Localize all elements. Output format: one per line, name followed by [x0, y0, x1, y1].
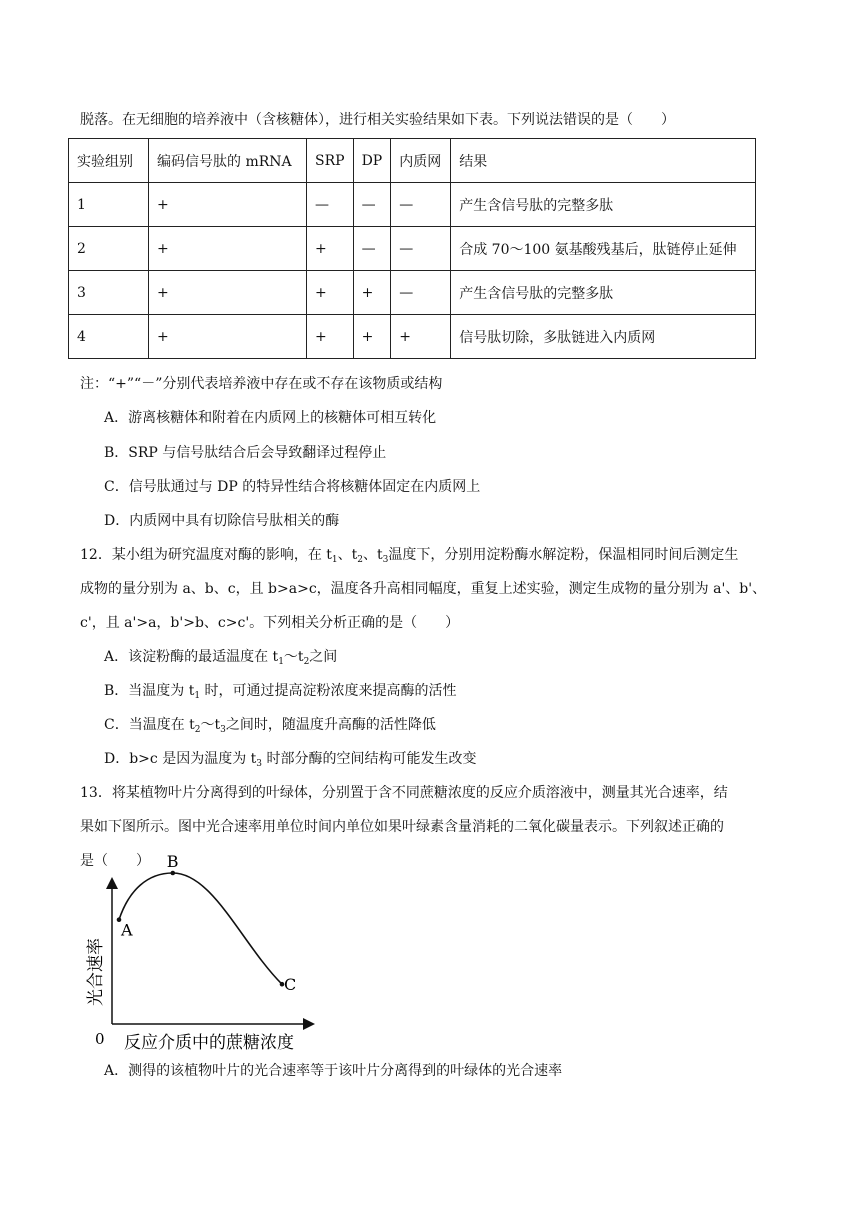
q12-line-3: c'，且 a'>a，b'>b、c>c'。下列相关分析正确的是（ ）	[80, 615, 460, 631]
table-cell: +	[149, 315, 307, 359]
q13-line-3: 是（ ）	[80, 853, 150, 869]
experiment-table	[68, 138, 756, 359]
table-cell: +	[353, 271, 391, 315]
table-cell: +	[149, 183, 307, 227]
point-b	[170, 871, 175, 876]
table-cell: +	[307, 271, 354, 315]
table-row	[69, 183, 756, 227]
header-cell: DP	[353, 139, 391, 183]
q11-option-a: A．游离核糖体和附着在内质网上的核糖体可相互转化	[104, 410, 437, 426]
table-row	[69, 315, 756, 359]
table-cell: —	[391, 183, 451, 227]
x-axis-label: 反应介质中的蔗糖浓度	[124, 1033, 294, 1053]
header-cell: 结果	[451, 139, 756, 183]
header-cell: SRP	[307, 139, 354, 183]
q13-line-1: 13．将某植物叶片分离得到的叶绿体，分别置于含不同蔗糖浓度的反应介质溶液中，测量其光合速率，结	[80, 785, 728, 801]
table-cell: +	[149, 227, 307, 271]
point-label-a: A	[121, 920, 133, 940]
q12-line-2: 成物的量分别为 a、b、c，且 b>a>c，温度各升高相同幅度，重复上述实验，测定生成物的量分别为 a'、b'、	[80, 581, 767, 597]
table-cell: +	[307, 227, 354, 271]
table-cell: —	[353, 183, 391, 227]
q12-option-c: C．当温度在 $t_2\sim t_3$之间时，随温度升高酶的活性降低	[104, 717, 436, 735]
table-cell: —	[391, 271, 451, 315]
q11-option-b: B．SRP 与信号肽结合后会导致翻译过程停止	[104, 445, 387, 461]
origin-label: 0	[95, 1030, 105, 1048]
table-cell: —	[307, 183, 354, 227]
q12-option-d: D．b>c 是因为温度为 $t_3$ 时部分酶的空间结构可能发生改变	[104, 751, 477, 769]
table-cell: +	[307, 315, 354, 359]
point-label-c: C	[284, 975, 297, 995]
photosynthesis-chart	[82, 852, 322, 1053]
table-cell: —	[391, 227, 451, 271]
table-cell: 4	[69, 315, 149, 359]
q11-option-d: D．内质网中具有切除信号肽相关的酶	[104, 513, 340, 529]
q12-option-a: A．该淀粉酶的最适温度在 $t_1\sim t_2$之间	[104, 649, 338, 667]
table-cell: +	[391, 315, 451, 359]
table-cell: +	[353, 315, 391, 359]
q13-option-a: A．测得的该植物叶片的光合速率等于该叶片分离得到的叶绿体的光合速率	[104, 1063, 563, 1079]
y-axis-label: 光合速率	[86, 938, 106, 1006]
table-cell: 2	[69, 227, 149, 271]
rate-curve	[119, 873, 282, 984]
table-row	[69, 271, 756, 315]
table-cell: —	[353, 227, 391, 271]
point-label-b: B	[166, 852, 179, 871]
q11-option-c: C．信号肽通过与 DP 的特异性结合将核糖体固定在内质网上	[104, 479, 481, 495]
table-cell: 信号肽切除，多肽链进入内质网	[451, 315, 756, 359]
intro-line: 脱落。在无细胞的培养液中（含核糖体），进行相关实验结果如下表。下列说法错误的是（ ）	[80, 112, 675, 128]
q13-line-2: 果如下图所示。图中光合速率用单位时间内单位如果叶绿素含量消耗的二氧化碳量表示。下列叙述正确的	[80, 819, 724, 835]
table-note: 注：“+”“－”分别代表培养液中存在或不存在该物质或结构	[80, 376, 443, 392]
table-header-row	[69, 139, 756, 183]
table-cell: 1	[69, 183, 149, 227]
q12-line-1: 12．某小组为研究温度对酶的影响，在 $t_1$、$t_2$、$t_3$温度下，分别用淀粉酶水解淀粉，保温相同时间后测定生	[80, 547, 739, 565]
header-cell: 实验组别	[69, 139, 149, 183]
q12-option-b: B．当温度为 $t_1$ 时，可通过提高淀粉浓度来提高酶的活性	[104, 683, 457, 701]
table-cell: 产生含信号肽的完整多肽	[451, 183, 756, 227]
table-cell: 3	[69, 271, 149, 315]
table-row	[69, 227, 756, 271]
header-cell: 内质网	[391, 139, 451, 183]
table-cell: 合成 70～100 氨基酸残基后，肽链停止延伸	[451, 227, 756, 271]
table-cell: +	[149, 271, 307, 315]
header-cell: 编码信号肽的 mRNA	[149, 139, 307, 183]
table-cell: 产生含信号肽的完整多肽	[451, 271, 756, 315]
